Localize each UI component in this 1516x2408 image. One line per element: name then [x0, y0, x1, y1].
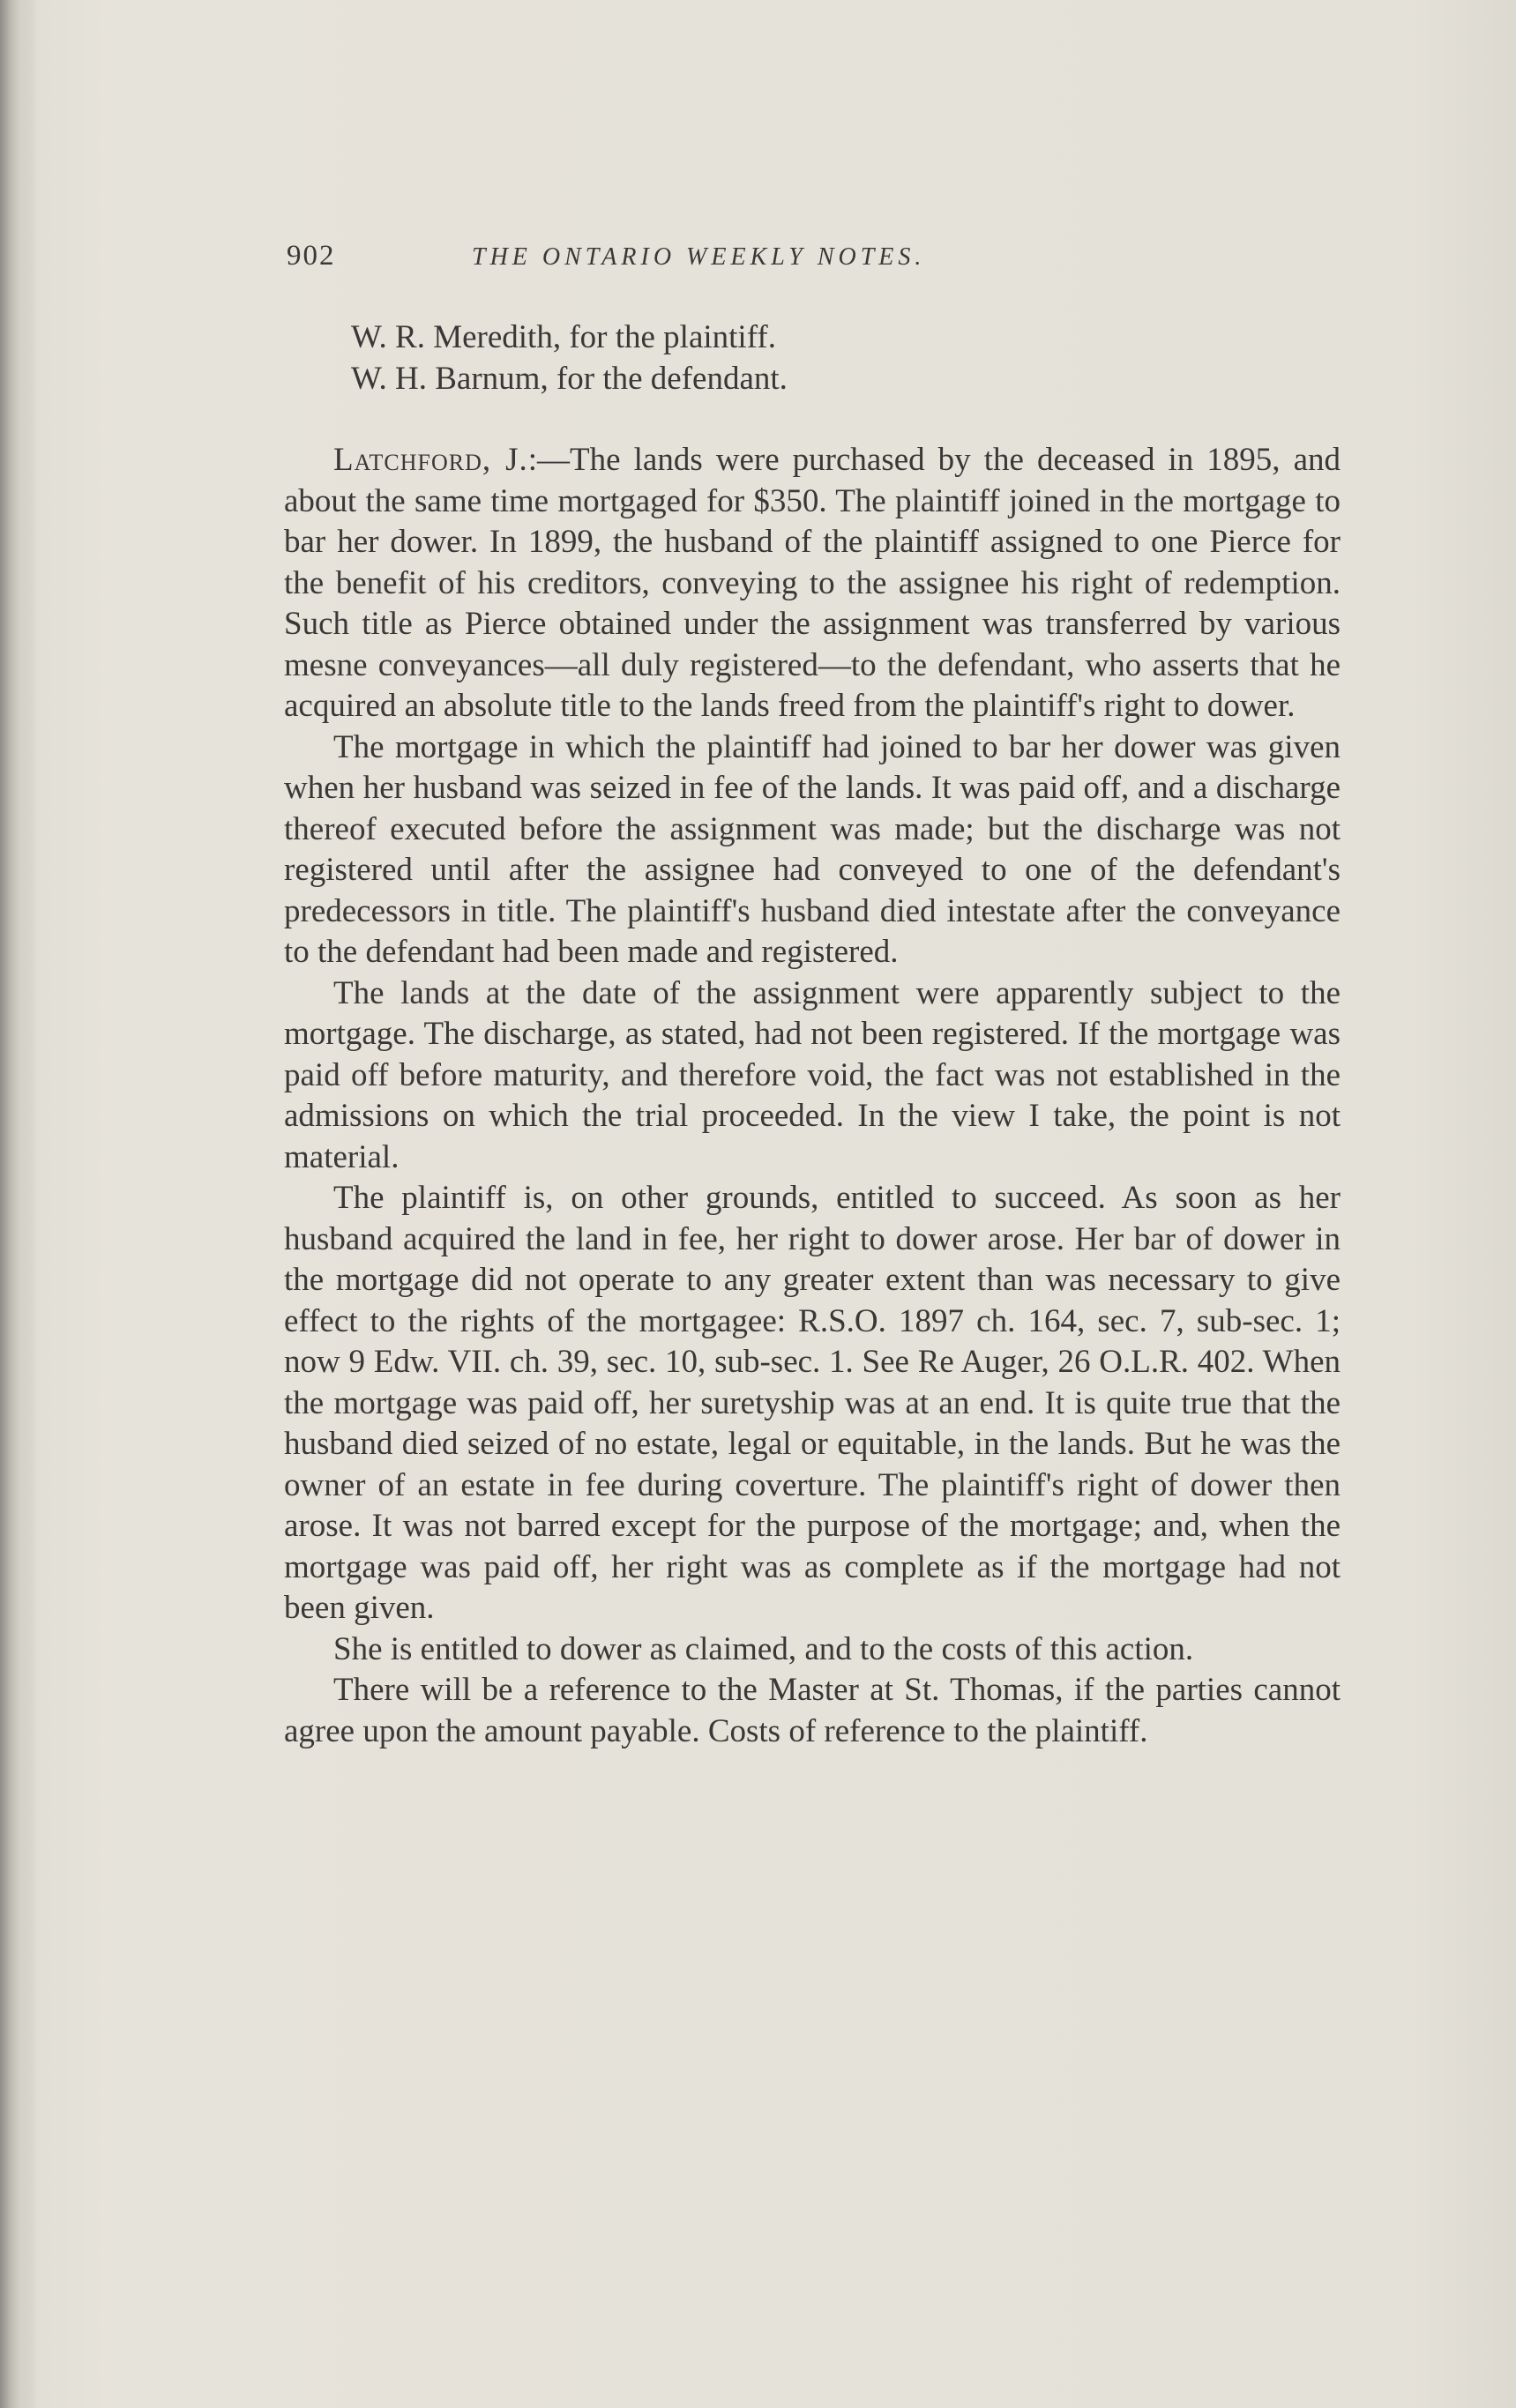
- counsel-plaintiff: W. R. Meredith, for the plaintiff.: [351, 319, 776, 355]
- page-number: 902: [287, 240, 336, 272]
- judgment-body: [284, 317, 1341, 1752]
- running-header: [287, 240, 1072, 272]
- paragraph-assignment: The lands at the date of the assignment were apparently subject to the mortgage. The discharge, as stated, had not been registered. If the mortgage was paid off before maturity, and therefore void, the fact was not established in the admissions on which the trial proceeded. In the view I take, the point is not material.: [284, 974, 1341, 1175]
- judge-name: Latchford, J.: [333, 442, 528, 478]
- opening-paragraph: [284, 440, 1341, 727]
- book-gutter: [0, 0, 35, 2408]
- opening-text: :—The lands were purchased by the deceased in 1895, and about the same time mortgaged for $350. The plaintiff joined in the mortgage to bar her dower. In 1899, the husband of the plaintiff assigned to one Pierce for the benefit of his creditors, conveying to the assignee his right of redemption. Such title as Pierce obtained under the assignment was transferred by various mesne conveyances—all duly registered—to the defendant, who asserts that he acquired an absolute title to the lands freed from the plaintiff's right to dower.: [284, 442, 1341, 724]
- section-spacer: [284, 399, 1341, 440]
- paragraph-dower-right: The plaintiff is, on other grounds, entitled to succeed. As soon as her husband acquired the land in fee, her right to dower arose. Her bar of dower in the mortgage did not operate to any greater extent than was necessary to give effect to the rights of the mortgagee: R.S.O. 1897 ch. 164, sec. 7, sub-sec. 1; now 9 Edw. VII. ch. 39, sec. 10, sub-sec. 1. See Re Auger, 26 O.L.R. 402. When the mortgage was paid off, her suretyship was at an end. It is quite true that the husband died seized of no estate, legal or equitable, in the lands. But he was the owner of an estate in fee during coverture. The plaintiff's right of dower then arose. It was not barred except for the purpose of the mortgage; and, when the mortgage was paid off, her right was as complete as if the mortgage had not been given.: [284, 1180, 1341, 1626]
- paragraph-mortgage: The mortgage in which the plaintiff had joined to bar her dower was given when her husband was seized in fee of the lands. It was paid off, and a discharge thereof executed before the assignment was made; but the discharge was not registered until after the assignee had conveyed to one of the defendant's predecessors in title. The plaintiff's husband died intestate after the conveyance to the defendant had been made and registered.: [284, 728, 1341, 970]
- running-title: THE ONTARIO WEEKLY NOTES.: [472, 243, 926, 271]
- paragraph-entitlement: She is entitled to dower as claimed, and to the costs of this action.: [333, 1630, 1194, 1667]
- counsel-defendant: W. H. Barnum, for the defendant.: [351, 360, 788, 397]
- paragraph-reference: There will be a reference to the Master at St. Thomas, if the parties cannot agree upon the amount payable. Costs of reference to the plaintiff.: [284, 1672, 1341, 1749]
